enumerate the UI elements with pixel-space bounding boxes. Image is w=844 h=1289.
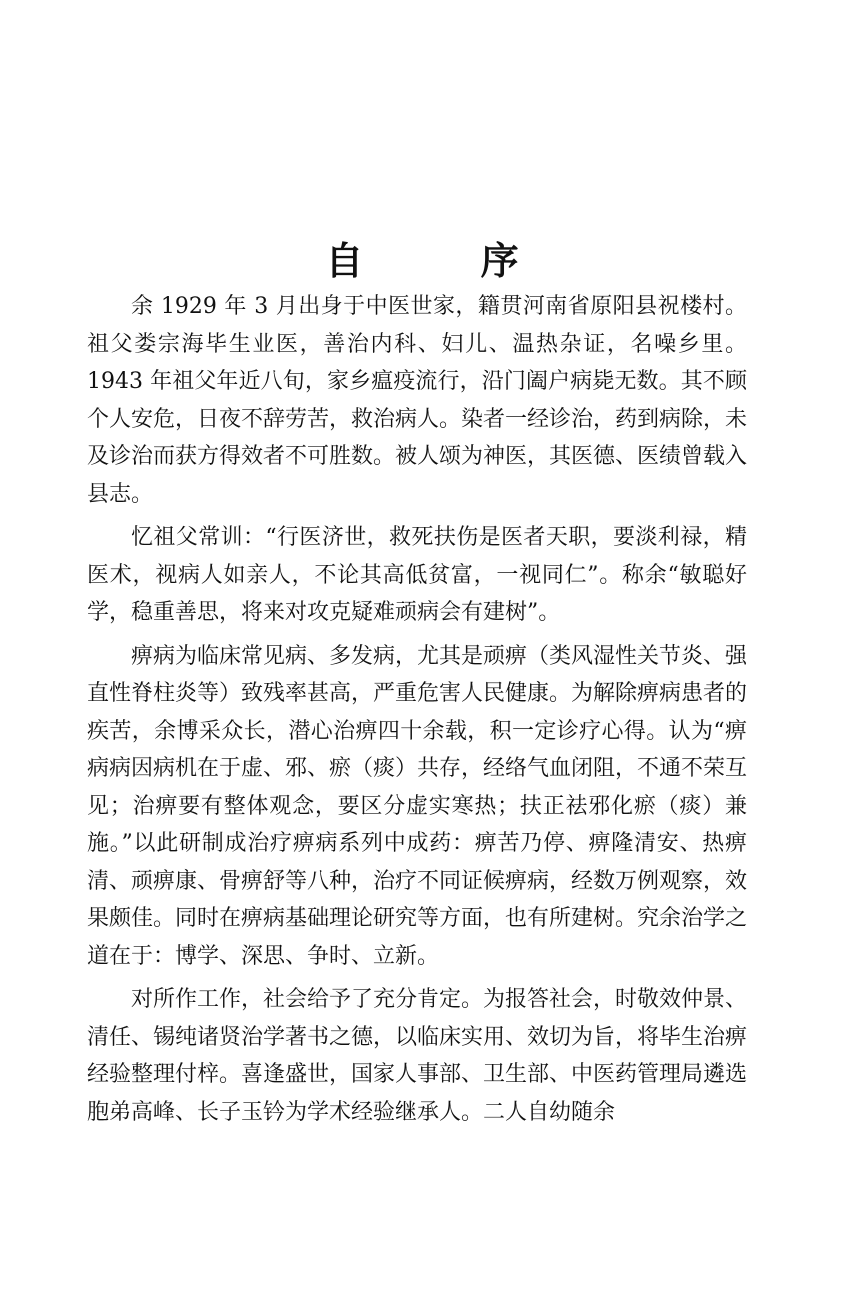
paragraph-1: 余 1929 年 3 月出身于中医世家，籍贯河南省原阳县祝楼村。祖父娄宗海毕生业医，善治内科、妇儿、温热杂证，名噪乡里。1943 年祖父年近八旬，家乡瘟疫流行，沿门阖户病毙无数。其不顾个人安危，日夜不辞劳苦，救治病人。染者一经诊治，药到病除，未及诊治而获方得效者不可胜数。被人颂为神医，其医德、医绩曾载入县志。 (87, 294, 748, 507)
paragraph-3: 痹病为临床常见病、多发病，尤其是顽痹（类风湿性关节炎、强直性脊柱炎等）致残率甚高，严重危害人民健康。为解除痹病患者的疾苦，余博采众长，潜心治痹四十余载，积一定诊疗心得。认为“痹病病因病机在于虚、邪、瘀（痰）共存，经络气血闭阻，不通不荣互见；治痹要有整体观念，要区分虚实寒热；扶正祛邪化瘀（痰）兼施。”以此研制成治疗痹病系列中成药：痹苦乃停、痹隆清安、热痹清、顽痹康、骨痹舒等八种，治疗不同证候痹病，经数万例观察，效果颇佳。同时在痹病基础理论研究等方面，也有所建树。究余治学之道在于：博学、深思、争时、立新。 (87, 643, 748, 969)
preface-body (87, 288, 747, 1137)
page-title: 自 序 (325, 239, 571, 284)
paragraph-2: 忆祖父常训：“行医济世，救死扶伤是医者天职，要淡利禄，精医术，视病人如亲人，不论其高低贫富，一视同仁”。称余“敏聪好学，稳重善思，将来对攻克疑难顽病会有建树”。 (87, 525, 747, 625)
paragraph-4: 对所作工作，社会给予了充分肯定。为报答社会，时敬效仲景、清任、锡纯诸贤治学著书之德，以临床实用、效切为旨，将毕生治痹经验整理付梓。喜逢盛世，国家人事部、卫生部、中医药管理局遴选胞弟高峰、长子玉钤为学术经验继承人。二人自幼随余 (87, 987, 748, 1125)
